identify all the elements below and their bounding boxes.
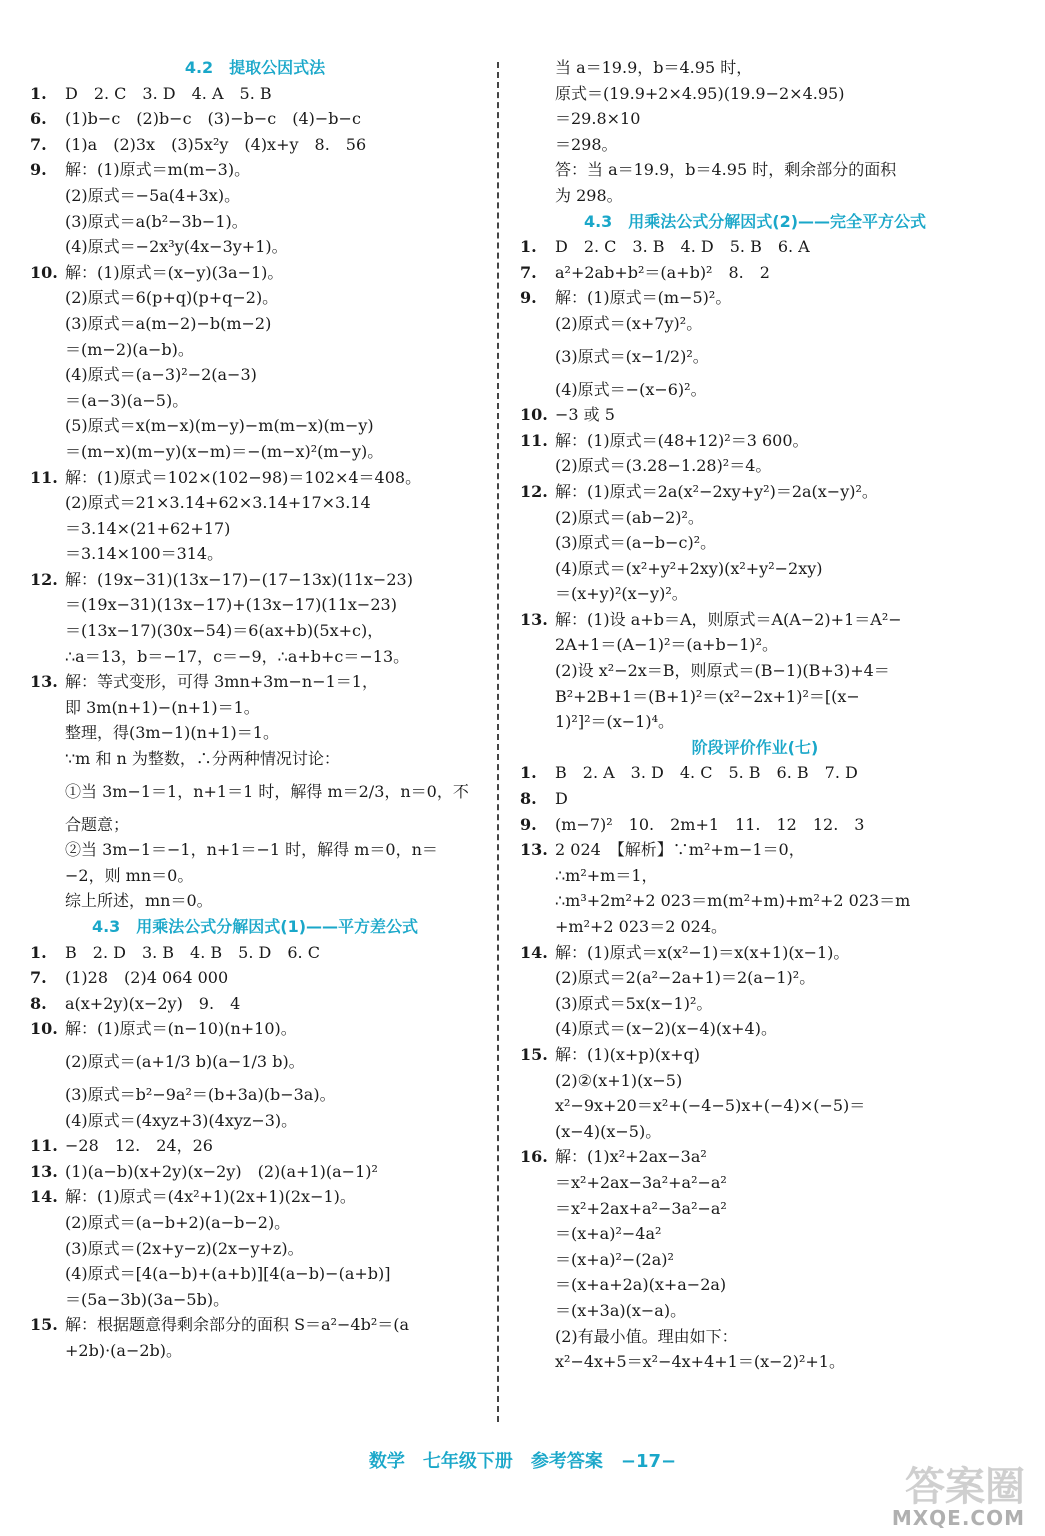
- answer-continuation: (3)原式＝b²−9a²＝(b+3a)(b−3a)。: [65, 1084, 336, 1104]
- answer-line: [30, 965, 480, 991]
- answer-text: a²+2ab+b²＝(a+b)² 8. 2: [555, 262, 770, 282]
- question-number: 7.: [30, 968, 47, 988]
- answer-line: [30, 132, 480, 158]
- answer-line: [30, 940, 480, 966]
- answer-continuation: ＝3.14×(21+62+17): [65, 518, 231, 538]
- page-footer: 数学 七年级下册 参考答案 −17−: [368, 1451, 677, 1472]
- answer-continuation: ∴m²+m＝1，: [555, 865, 658, 885]
- answer-line: [520, 607, 990, 633]
- question-number: 15.: [520, 1044, 548, 1064]
- question-number: 13.: [520, 609, 548, 629]
- answer-continuation: ＝(19x−31)(13x−17)+(13x−17)(11x−23): [65, 595, 397, 615]
- question-number: 1.: [520, 763, 537, 783]
- question-number: 9.: [520, 288, 537, 308]
- answer-line: [30, 669, 480, 695]
- answer-text: 解：(1)设 a+b＝A，则原式＝A(A−2)+1＝A²−: [555, 609, 902, 629]
- answer-continuation: (3)原式＝(x−1/2)²。: [555, 346, 709, 366]
- answer-continuation: ∵m 和 n 为整数，∴分两种情况讨论：: [65, 749, 340, 769]
- question-number: 12.: [30, 569, 58, 589]
- left-column: [30, 55, 480, 1364]
- question-number: 6.: [30, 109, 47, 129]
- section-heading: 阶段评价作业(七): [691, 737, 819, 757]
- answer-continuation: ②当 3m−1＝−1，n+1＝−1 时，解得 m＝0，n＝: [65, 840, 438, 860]
- answer-text: 解：(1)(x+p)(x+q): [555, 1044, 700, 1064]
- answer-line: [520, 234, 990, 260]
- answer-continuation: (2)原式＝−5a(4+3x)。: [65, 185, 241, 205]
- answer-continuation: +2b)·(a−2b)。: [65, 1340, 183, 1360]
- answer-continuation: ∴m³+2m²+2 023＝m(m²+m)+m²+2 023＝m: [555, 891, 911, 911]
- answer-continuation: (4)原式＝(a−3)²−2(a−3): [65, 365, 257, 385]
- section-heading: 4.3 用乘法公式分解因式(2)——完全平方公式: [583, 211, 927, 231]
- answer-continuation: (2)原式＝(x+7y)²。: [555, 313, 703, 333]
- answer-continuation: ＝(x+y)²(x−y)²。: [555, 584, 688, 604]
- question-number: 1.: [30, 83, 47, 103]
- answer-continuation: (4)原式＝(x−2)(x−4)(x+4)。: [555, 1019, 777, 1039]
- answer-line: [520, 1042, 990, 1068]
- answer-continuation: ①当 3m−1＝1，n+1＝1 时，解得 m＝2/3，n＝0，不: [65, 781, 469, 801]
- watermark-logo: [870, 1455, 1035, 1530]
- answer-continuation: ＝(m−x)(m−y)(x−m)＝−(m−x)²(m−y)。: [65, 441, 384, 461]
- question-number: 16.: [520, 1147, 548, 1167]
- answer-text: −3 或 5: [555, 405, 615, 425]
- answer-text: D 2. C 3. D 4. A 5. B: [65, 83, 272, 103]
- answer-continuation: (3)原式＝a(m−2)−b(m−2): [65, 313, 272, 333]
- answer-text: a(x+2y)(x−2y) 9. 4: [65, 993, 241, 1013]
- question-number: 15.: [30, 1315, 58, 1335]
- answer-continuation: (2)设 x²−2x＝B，则原式＝(B−1)(B+3)+4＝: [555, 661, 890, 681]
- answer-line: [30, 106, 480, 132]
- right-column: [520, 55, 990, 1375]
- answer-continuation: (4)原式＝[4(a−b)+(a+b)][4(a−b)−(a+b)]: [65, 1264, 391, 1284]
- answer-continuation: (x−4)(x−5)。: [555, 1121, 662, 1141]
- answer-text: 解：(19x−31)(13x−17)−(17−13x)(11x−23): [65, 569, 413, 589]
- answer-continuation: 原式＝(19.9+2×4.95)(19.9−2×4.95): [555, 83, 845, 103]
- question-number: 13.: [30, 672, 58, 692]
- answer-continuation: (4)原式＝(x²+y²+2xy)(x²+y²−2xy): [555, 558, 823, 578]
- answer-text: 解：(1)原式＝(n−10)(n+10)。: [65, 1019, 297, 1039]
- question-number: 12.: [520, 481, 548, 501]
- answer-text: 解：(1)原式＝2a(x²−2xy+y²)＝2a(x−y)²。: [555, 481, 878, 501]
- answer-continuation: ＝(13x−17)(30x−54)＝6(ax+b)(5x+c)，: [65, 621, 384, 641]
- answer-continuation: B²+2B+1＝(B+1)²＝(x²−2x+1)²＝[(x−: [555, 686, 860, 706]
- answer-line: [520, 285, 990, 311]
- watermark-url: MXQE.COM: [891, 1506, 1025, 1530]
- answer-continuation: x²−4x+5＝x²−4x+4+1＝(x−2)²+1。: [555, 1352, 845, 1372]
- answer-continuation: 当 a＝19.9，b＝4.95 时，: [555, 58, 753, 77]
- answer-text: (1)b−c (2)b−c (3)−b−c (4)−b−c: [65, 109, 361, 129]
- answer-continuation: ∴a＝13，b＝−17，c＝−9，∴a+b+c＝−13。: [65, 646, 410, 666]
- answer-continuation: 为 298。: [555, 185, 623, 205]
- answer-text: D: [555, 789, 568, 809]
- answer-continuation: x²−9x+20＝x²+(−4−5)x+(−4)×(−5)＝: [555, 1096, 866, 1116]
- answer-text: 解：(1)原式＝(m−5)²。: [555, 288, 732, 308]
- answer-continuation: (2)②(x+1)(x−5): [555, 1070, 683, 1090]
- answer-continuation: (2)原式＝(a−b+2)(a−b−2)。: [65, 1212, 291, 1232]
- answer-text: (1)(a−b)(x+2y)(x−2y) (2)(a+1)(a−1)²: [65, 1161, 378, 1181]
- answer-continuation: (4)原式＝−(x−6)²。: [555, 379, 707, 399]
- answer-continuation: (2)原式＝6(p+q)(p+q−2)。: [65, 288, 279, 308]
- answer-text: 解：(1)原式＝(4x²+1)(2x+1)(2x−1)。: [65, 1187, 356, 1207]
- answer-continuation: −2，则 mn＝0。: [65, 865, 194, 885]
- answer-line: [520, 940, 990, 966]
- answer-continuation: 即 3m(n+1)−(n+1)＝1。: [65, 697, 260, 717]
- question-number: 9.: [30, 160, 47, 180]
- answer-continuation: ＝x²+2ax+a²−3a²−a²: [555, 1198, 727, 1218]
- answer-line: [520, 1144, 990, 1170]
- answer-text: 解：(1)原式＝(48+12)²＝3 600。: [555, 430, 809, 450]
- answer-line: [520, 260, 990, 286]
- answer-text: (1)28 (2)4 064 000: [65, 968, 229, 988]
- answer-text: B 2. D 3. B 4. B 5. D 6. C: [65, 942, 320, 962]
- answer-continuation: (3)原式＝5x(x−1)²。: [555, 993, 713, 1013]
- answer-continuation: (2)原式＝(ab−2)²。: [555, 507, 704, 527]
- answer-line: [520, 428, 990, 454]
- answer-continuation: (2)原式＝(3.28−1.28)²＝4。: [555, 456, 772, 476]
- answer-line: [30, 260, 480, 286]
- answer-line: [520, 760, 990, 786]
- answer-continuation: (3)原式＝a(b²−3b−1)。: [65, 211, 248, 231]
- section-heading: 4.2 提取公因式法: [184, 58, 326, 77]
- answer-text: −28 12. 24，26: [65, 1136, 213, 1156]
- answer-text: (m−7)² 10. 2m+1 11. 12 12. 3: [555, 814, 865, 834]
- answer-line: [30, 1159, 480, 1185]
- answer-continuation: ＝29.8×10: [555, 109, 641, 129]
- question-number: 11.: [30, 467, 58, 487]
- question-number: 13.: [30, 1161, 58, 1181]
- answer-line: [30, 1184, 480, 1210]
- answer-continuation: ＝(x+a+2a)(x+a−2a): [555, 1275, 727, 1295]
- answer-text: B 2. A 3. D 4. C 5. B 6. B 7. D: [555, 763, 858, 783]
- question-number: 8.: [520, 789, 537, 809]
- question-number: 10.: [30, 262, 58, 282]
- answer-text: 解：(1)x²+2ax−3a²: [555, 1147, 707, 1167]
- answer-text: 2 024 【解析】∵m²+m−1＝0，: [555, 840, 805, 860]
- answer-line: [520, 402, 990, 428]
- question-number: 11.: [520, 430, 548, 450]
- answer-continuation: ＝(x+a)²−4a²: [555, 1224, 662, 1244]
- answer-line: [30, 157, 480, 183]
- question-number: 11.: [30, 1136, 58, 1156]
- section-heading: 4.3 用乘法公式分解因式(1)——平方差公式: [91, 917, 419, 936]
- answer-line: [30, 1016, 480, 1042]
- answer-text: 解：根据题意得剩余部分的面积 S＝a²−4b²＝(a: [65, 1315, 410, 1335]
- answer-text: D 2. C 3. B 4. D 5. B 6. A: [555, 237, 810, 257]
- answer-line: [30, 1312, 480, 1338]
- answer-line: [30, 81, 480, 107]
- question-number: 8.: [30, 993, 47, 1013]
- answer-continuation: ＝(x+a)²−(2a)²: [555, 1249, 674, 1269]
- answer-continuation: 综上所述，mn＝0。: [65, 891, 213, 911]
- answer-continuation: ＝298。: [555, 134, 618, 154]
- answer-line: [30, 465, 480, 491]
- answer-continuation: ＝x²+2ax−3a²+a²−a²: [555, 1172, 727, 1192]
- answer-line: [30, 567, 480, 593]
- question-number: 14.: [520, 942, 548, 962]
- answer-line: [30, 1133, 480, 1159]
- answer-continuation: 整理，得(3m−1)(n+1)＝1。: [65, 723, 279, 743]
- answer-continuation: (2)原式＝21×3.14+62×3.14+17×3.14: [65, 493, 371, 513]
- question-number: 1.: [30, 942, 47, 962]
- answer-line: [520, 812, 990, 838]
- answer-continuation: (2)有最小值。理由如下：: [555, 1326, 738, 1346]
- answer-continuation: 2A+1＝(A−1)²＝(a+b−1)²。: [555, 635, 779, 655]
- answer-text: 解：(1)原式＝x(x²−1)＝x(x+1)(x−1)。: [555, 942, 850, 962]
- answer-continuation: (4)原式＝(4xyz+3)(4xyz−3)。: [65, 1110, 298, 1130]
- question-number: 10.: [30, 1019, 58, 1039]
- question-number: 7.: [30, 134, 47, 154]
- answer-continuation: (4)原式＝−2x³y(4x−3y+1)。: [65, 237, 288, 257]
- answer-continuation: ＝3.14×100＝314。: [65, 544, 224, 564]
- answer-continuation: (3)原式＝(2x+y−z)(2x−y+z)。: [65, 1238, 304, 1258]
- answer-line: [520, 786, 990, 812]
- answer-continuation: (2)原式＝(a+1/3 b)(a−1/3 b)。: [65, 1051, 305, 1071]
- answer-continuation: ＝(5a−3b)(3a−5b)。: [65, 1289, 230, 1309]
- question-number: 10.: [520, 405, 548, 425]
- answer-line: [520, 837, 990, 863]
- answer-text: 解：(1)原式＝(x−y)(3a−1)。: [65, 262, 284, 282]
- answer-text: 解：(1)原式＝m(m−3)。: [65, 160, 251, 180]
- question-number: 14.: [30, 1187, 58, 1207]
- watermark-logo-text: 答案圈: [905, 1464, 1025, 1510]
- question-number: 13.: [520, 840, 548, 860]
- answer-continuation: ＝(a−3)(a−5)。: [65, 390, 189, 410]
- answer-text: 解：等式变形，可得 3mn+3m−n−1＝1，: [65, 672, 378, 692]
- answer-continuation: 1)²]²＝(x−1)⁴。: [555, 712, 675, 732]
- answer-line: [520, 479, 990, 505]
- answer-text: (1)a (2)3x (3)5x²y (4)x+y 8. 56: [65, 134, 367, 154]
- answer-continuation: (2)原式＝2(a²−2a+1)＝2(a−1)²。: [555, 968, 816, 988]
- answer-continuation: (3)原式＝(a−b−c)²。: [555, 533, 717, 553]
- answer-line: [30, 991, 480, 1017]
- answer-continuation: 答：当 a＝19.9，b＝4.95 时，剩余部分的面积: [555, 160, 897, 180]
- answer-continuation: ＝(x+3a)(x−a)。: [555, 1300, 687, 1320]
- question-number: 9.: [520, 814, 537, 834]
- answer-continuation: (5)原式＝x(m−x)(m−y)−m(m−x)(m−y): [65, 416, 374, 436]
- answer-continuation: 合题意；: [65, 814, 130, 834]
- column-divider: [497, 62, 499, 1422]
- question-number: 1.: [520, 237, 537, 257]
- answer-continuation: +m²+2 023＝2 024。: [555, 917, 728, 936]
- answer-continuation: ＝(m−2)(a−b)。: [65, 339, 194, 359]
- answer-text: 解：(1)原式＝102×(102−98)＝102×4＝408。: [65, 467, 422, 487]
- question-number: 7.: [520, 262, 537, 282]
